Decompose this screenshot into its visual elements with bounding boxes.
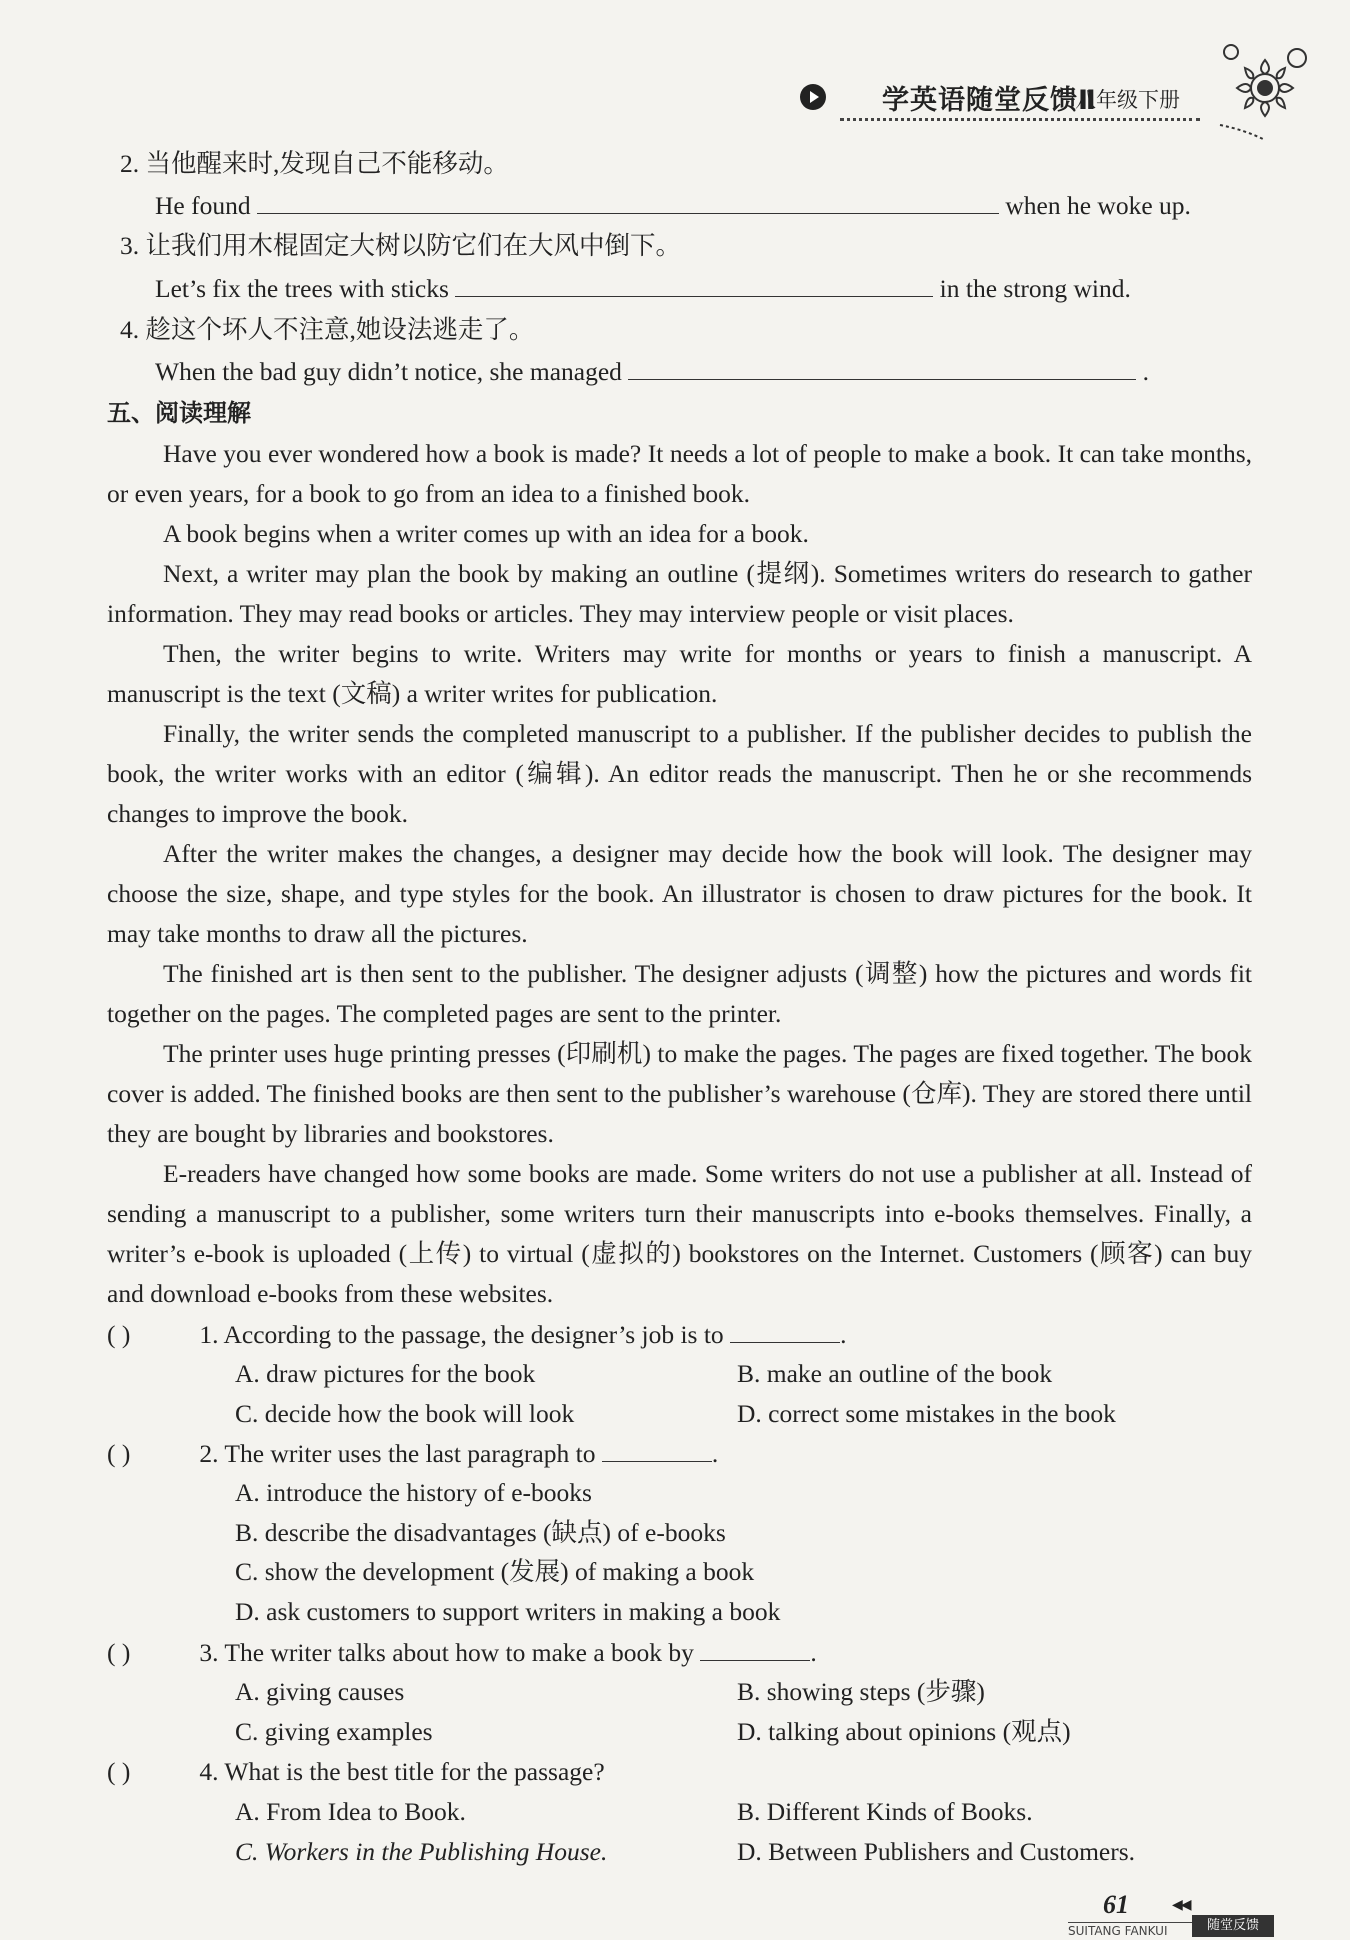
question-blank xyxy=(602,1437,712,1462)
question-end: . xyxy=(840,1320,847,1349)
page-header xyxy=(800,78,1200,128)
book-title: 学英语随堂反馈Ⅱ xyxy=(882,85,1097,116)
question-blank xyxy=(730,1318,840,1343)
passage-paragraph: The printer uses huge printing presses (印刷机) to make the pages. The pages are fixed together. The book cover is added. The finished books are then sent to the publisher’s warehouse (仓库). They are stored there until they are bought by libraries and bookstores. xyxy=(107,1039,1252,1148)
option-c[interactable]: C. show the development (发展) of making a book xyxy=(235,1557,755,1586)
q2-prefix: He found xyxy=(155,191,251,220)
flower-decoration-icon xyxy=(1205,30,1325,150)
double-arrow-left-icon: ◀◀ xyxy=(1172,1898,1190,1913)
passage-paragraph: Finally, the writer sends the completed manuscript to a publisher. If the publisher decides to publish the book, the writer works with an editor (编辑). An editor reads the manuscript. Then he or she recommends changes to improve the book. xyxy=(107,719,1252,828)
option-d[interactable]: D. correct some mistakes in the book xyxy=(737,1399,1116,1428)
answer-bracket[interactable]: ( ) xyxy=(107,1638,131,1667)
footer-series-text: SUITANG FANKUI xyxy=(1068,1924,1168,1938)
question-stem: 1. According to the passage, the designer’s job is to xyxy=(199,1320,724,1349)
answer-bracket[interactable]: ( ) xyxy=(107,1320,131,1349)
q3-chinese: 3. 让我们用木棍固定大树以防它们在大风中倒下。 xyxy=(120,231,682,260)
q2-english xyxy=(155,189,1191,222)
option-b[interactable]: B. showing steps (步骤) xyxy=(737,1677,985,1706)
q2-answer-blank[interactable] xyxy=(257,189,999,214)
footer-badge: 随堂反馈 xyxy=(1192,1915,1274,1937)
option-b[interactable]: B. make an outline of the book xyxy=(737,1359,1053,1388)
section-heading: 五、阅读理解 xyxy=(107,399,251,427)
option-b[interactable]: B. Different Kinds of Books. xyxy=(737,1797,1033,1826)
question-blank xyxy=(700,1636,810,1661)
q2-suffix: when he woke up. xyxy=(1005,191,1191,220)
q3-english xyxy=(155,272,1131,305)
answer-bracket[interactable]: ( ) xyxy=(107,1757,131,1786)
option-c[interactable]: C. giving examples xyxy=(235,1717,433,1746)
passage-paragraph: A book begins when a writer comes up with an idea for a book. xyxy=(163,519,809,548)
option-a[interactable]: A. draw pictures for the book xyxy=(235,1359,536,1388)
passage-paragraph: Have you ever wondered how a book is made? It needs a lot of people to make a book. It can take months, or even years, for a book to go from an idea to a finished book. xyxy=(107,439,1252,508)
question-3 xyxy=(107,1636,817,1669)
question-1 xyxy=(107,1318,846,1351)
q4-prefix: When the bad guy didn’t notice, she managed xyxy=(155,357,622,386)
q4-answer-blank[interactable] xyxy=(628,355,1136,380)
passage-paragraph: Then, the writer begins to write. Writers may write for months or years to finish a manuscript. A manuscript is the text (文稿) a writer writes for publication. xyxy=(107,639,1252,708)
question-2 xyxy=(107,1437,718,1470)
option-a[interactable]: A. giving causes xyxy=(235,1677,405,1706)
passage-paragraph: After the writer makes the changes, a designer may decide how the book will look. The designer may choose the size, shape, and type styles for the book. An illustrator is chosen to draw pictures for the book. It may take months to draw all the pictures. xyxy=(107,839,1252,948)
option-a[interactable]: A. From Idea to Book. xyxy=(235,1797,466,1826)
passage-paragraph: The finished art is then sent to the publisher. The designer adjusts (调整) how the pictures and words fit together on the pages. The completed pages are sent to the printer. xyxy=(107,959,1252,1028)
q4-chinese: 4. 趁这个坏人不注意,她设法逃走了。 xyxy=(120,315,535,344)
passage-paragraph: Next, a writer may plan the book by making an outline (提纲). Sometimes writers do research to gather information. They may read books or articles. They may interview people or visit places. xyxy=(107,559,1252,628)
page-number: 61 xyxy=(1103,1890,1129,1919)
question-4 xyxy=(107,1756,605,1788)
q3-suffix: in the strong wind. xyxy=(939,274,1131,303)
option-d[interactable]: D. ask customers to support writers in making a book xyxy=(235,1597,781,1626)
question-stem: 2. The writer uses the last paragraph to xyxy=(199,1439,596,1468)
passage-paragraph: E-readers have changed how some books are made. Some writers do not use a publisher at all. Instead of sending a manuscript to a publisher, some writers turn their manuscripts into e-books themselves. Finally, a writer’s e-book is uploaded (上传) to virtual (虚拟的) bookstores on the Internet. Customers (顾客) can buy and download e-books from these websites. xyxy=(107,1159,1252,1308)
option-d[interactable]: D. talking about opinions (观点) xyxy=(737,1717,1071,1746)
question-stem: 4. What is the best title for the passage? xyxy=(199,1757,605,1786)
q3-prefix: Let’s fix the trees with sticks xyxy=(155,274,449,303)
option-a[interactable]: A. introduce the history of e-books xyxy=(235,1478,592,1507)
header-dotted-rule xyxy=(840,118,1200,121)
q4-suffix: . xyxy=(1142,357,1150,386)
q4-english xyxy=(155,355,1149,388)
option-c[interactable]: C. decide how the book will look xyxy=(235,1399,575,1428)
option-c[interactable]: C. Workers in the Publishing House. xyxy=(235,1837,608,1866)
play-icon xyxy=(800,84,826,110)
answer-bracket[interactable]: ( ) xyxy=(107,1439,131,1468)
option-d[interactable]: D. Between Publishers and Customers. xyxy=(737,1837,1136,1866)
q3-answer-blank[interactable] xyxy=(455,272,933,297)
q2-chinese: 2. 当他醒来时,发现自己不能移动。 xyxy=(120,149,509,178)
option-b[interactable]: B. describe the disadvantages (缺点) of e-books xyxy=(235,1518,726,1547)
question-end: . xyxy=(810,1638,817,1667)
question-end: . xyxy=(711,1439,719,1468)
book-grade: 八年级下册 xyxy=(1075,88,1180,112)
question-stem: 3. The writer talks about how to make a book by xyxy=(199,1638,694,1667)
